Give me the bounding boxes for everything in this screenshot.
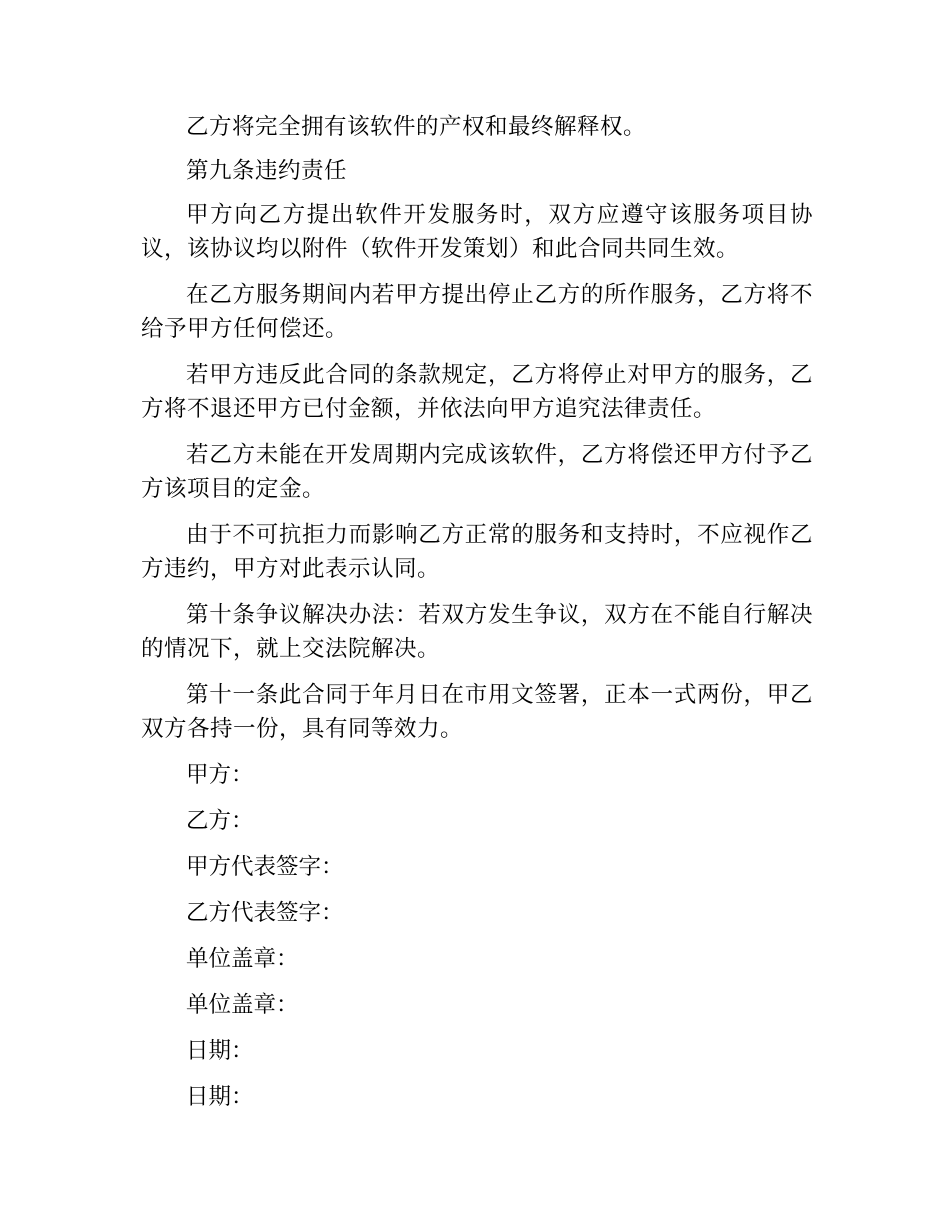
paragraph-force-majeure: 由于不可抗拒力而影响乙方正常的服务和支持时，不应视作乙方违约，甲方对此表示认同。 (141, 522, 813, 582)
paragraph-signing-terms: 第十一条此合同于年月日在市用文签署，正本一式两份，甲乙双方各持一份，具有同等效力。 (141, 682, 813, 742)
document-body (141, 110, 813, 1126)
paragraph-party-a-breach: 若甲方违反此合同的条款规定，乙方将停止对甲方的服务，乙方将不退还甲方已付金额，并依法向甲方追究法律责任。 (141, 362, 813, 422)
party-b-seal: 单位盖章： (186, 992, 299, 1018)
paragraph-service-agreement: 甲方向乙方提出软件开发服务时，双方应遵守该服务项目协议，该协议均以附件（软件开发策划）和此合同共同生效。 (141, 202, 813, 262)
party-a-label: 甲方： (186, 762, 254, 788)
paragraph-stop-service: 在乙方服务期间内若甲方提出停止乙方的所作服务，乙方将不给予甲方任何偿还。 (141, 282, 813, 342)
party-b-label: 乙方： (186, 808, 254, 834)
party-a-seal: 单位盖章： (186, 946, 299, 972)
signature-block (141, 758, 813, 1114)
paragraph-dispute-resolution: 第十条争议解决办法：若双方发生争议，双方在不能自行解决的情况下，就上交法院解决。 (141, 602, 813, 662)
party-a-date: 日期： (186, 1038, 254, 1064)
party-b-representative-signature: 乙方代表签字： (186, 900, 344, 926)
party-b-date: 日期： (186, 1084, 254, 1110)
paragraph-party-b-delay: 若乙方未能在开发周期内完成该软件，乙方将偿还甲方付予乙方该项目的定金。 (141, 442, 813, 502)
paragraph-ownership: 乙方将完全拥有该软件的产权和最终解释权。 (186, 114, 647, 140)
section-heading-breach: 第九条违约责任 (186, 158, 348, 184)
party-a-representative-signature: 甲方代表签字： (186, 854, 344, 880)
